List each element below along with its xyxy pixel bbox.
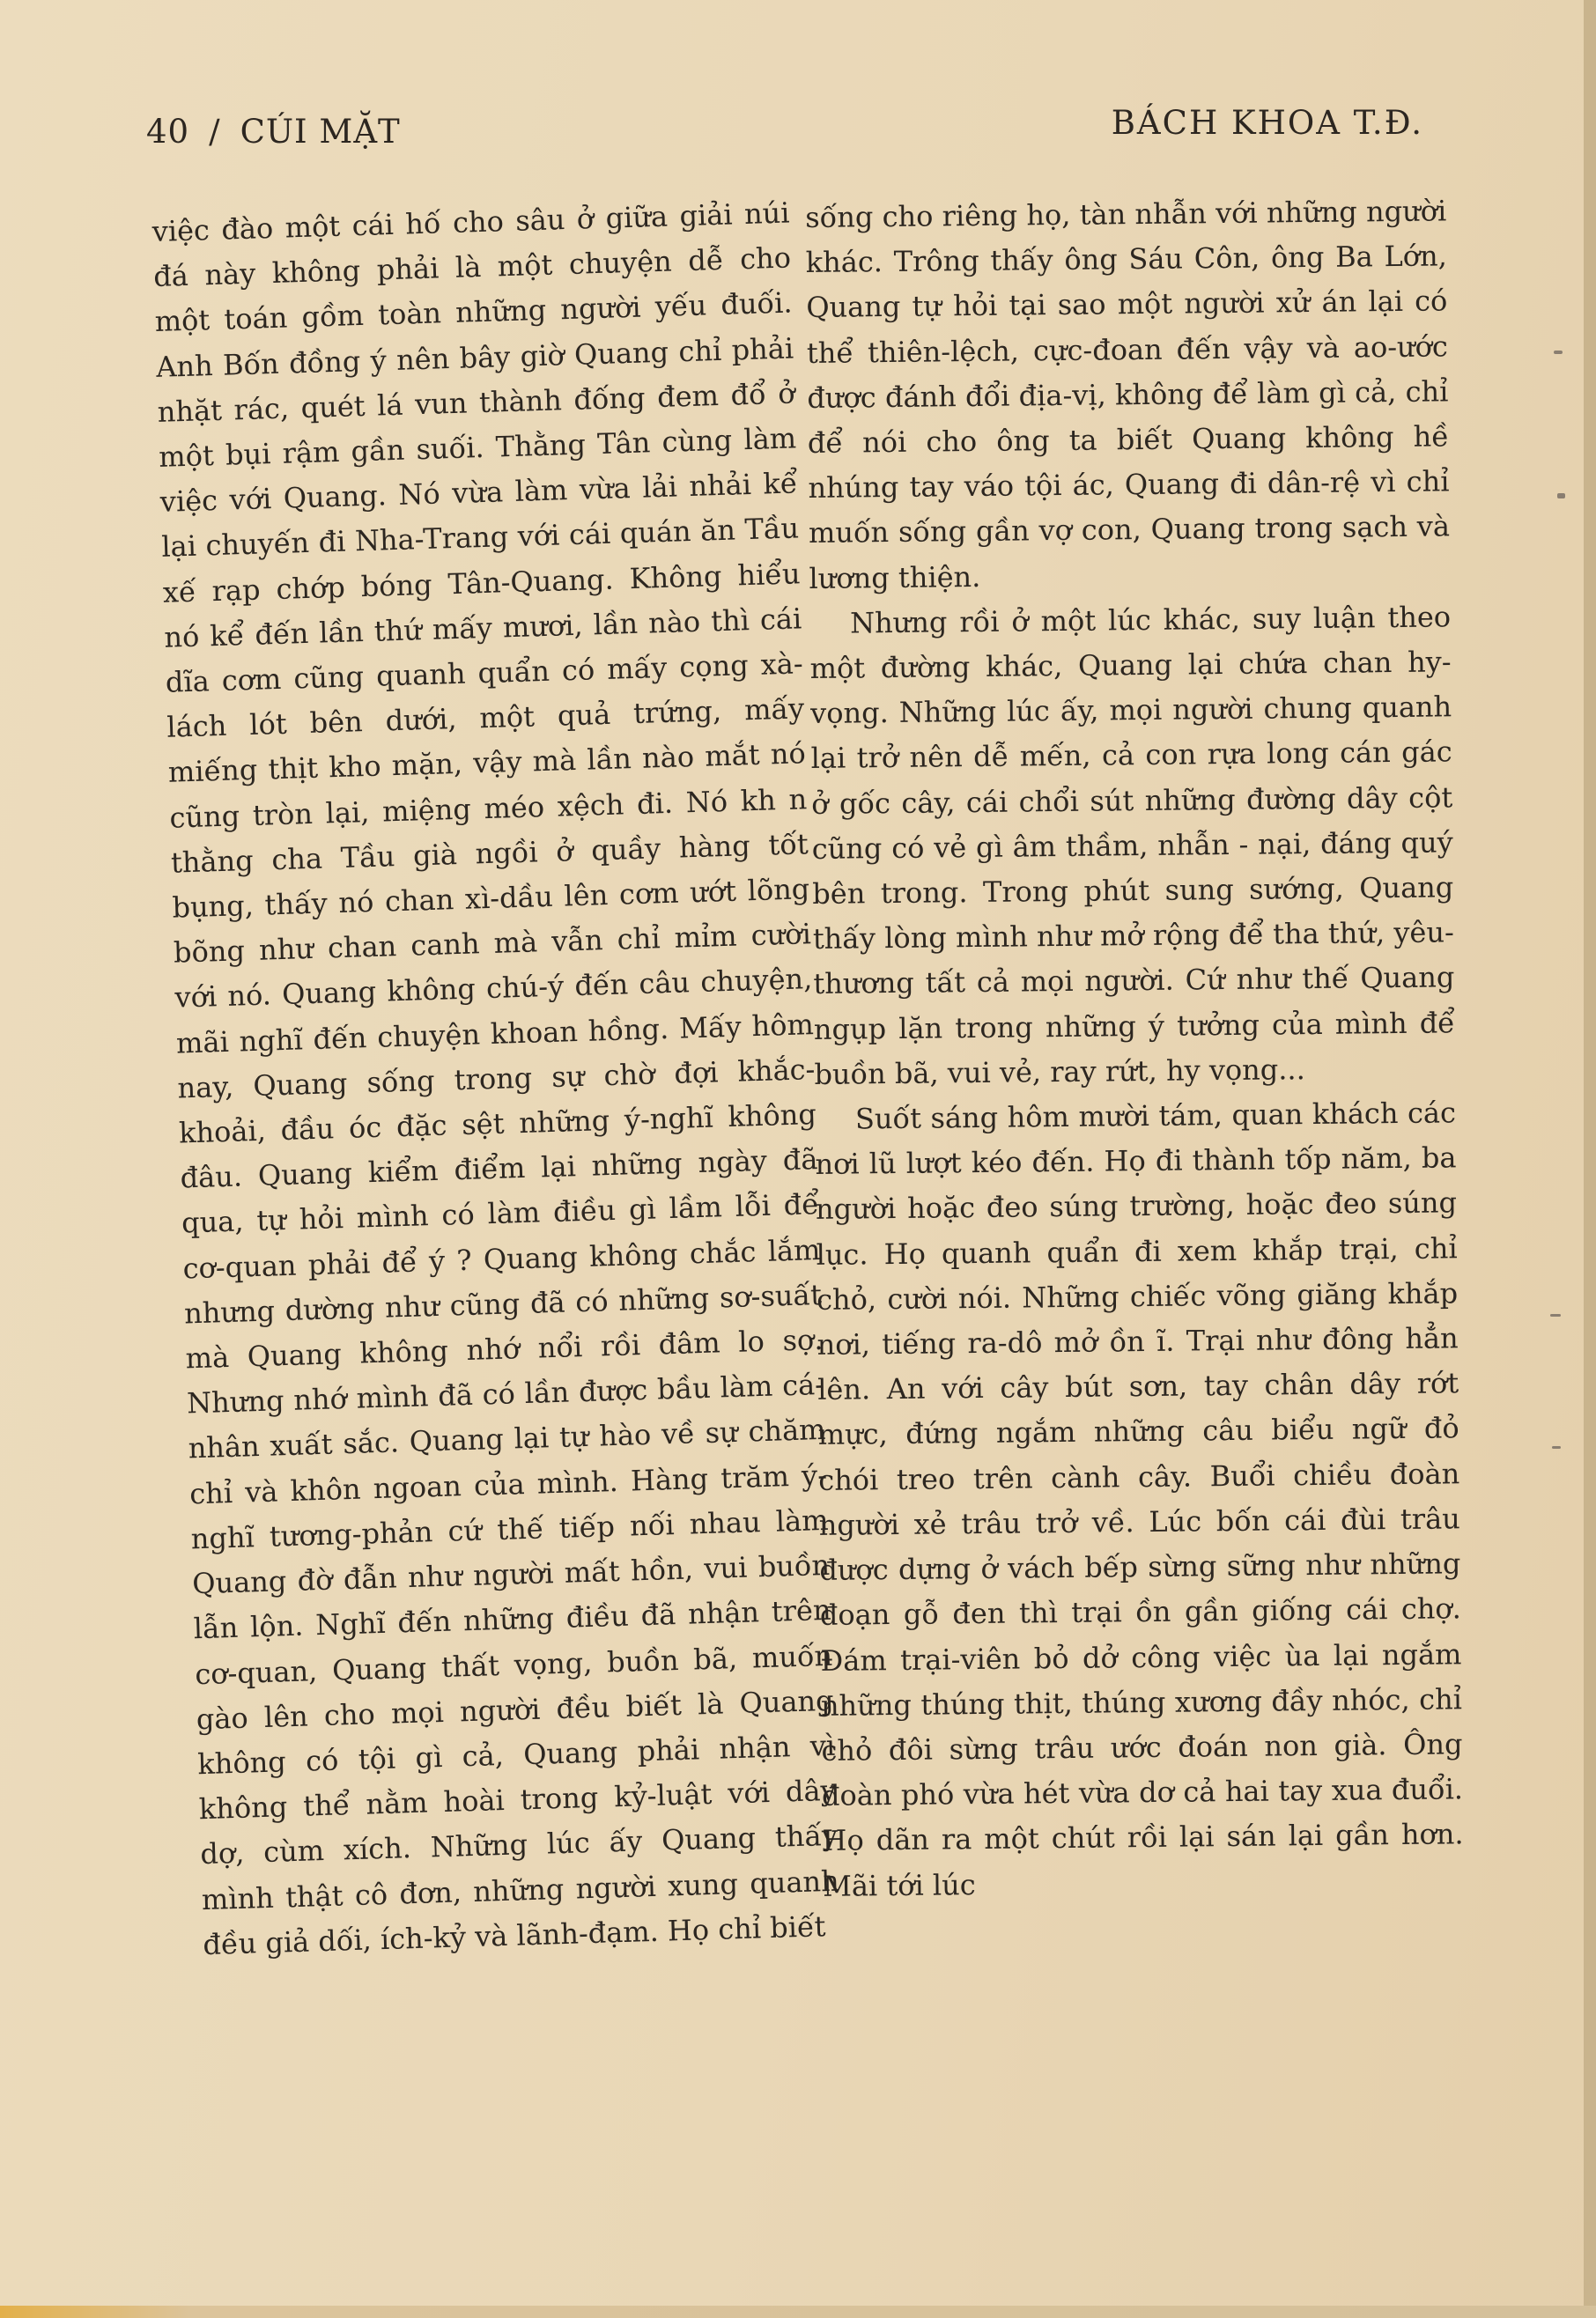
margin-speck (1552, 1446, 1561, 1449)
margin-speck (1554, 351, 1563, 354)
header-separator: / (209, 113, 221, 151)
right-paragraph-2: Nhưng rồi ở một lúc khác, suy luận theo một đường khác, Quang lại chứa chan hy-vọng. Những lúc ấy, mọi người chung quanh lại trở nên dễ mến, cả con rựa long cán gác ở gốc cây, cái chổi sút những đường dây cột cũng có vẻ gì âm thầm, nhẫn - nại, đáng quý bên trong. Trong phút sung sướng, Quang thấy lòng mình như mở rộng để tha thứ, yêu-thương tất cả mọi người. Cứ như thế Quang ngụp lặn trong những ý tưởng của mình để buồn bã, vui vẻ, ray rứt, hy vọng... (809, 600, 1456, 1091)
right-text-column (805, 188, 1464, 1908)
running-header (146, 104, 1423, 169)
right-paragraph-3: Suốt sáng hôm mười tám, quan khách các nơi lũ lượt kéo đến. Họ đi thành tốp năm, ba người hoặc đeo súng trường, hoặc đeo súng lục. Họ quanh quẩn đi xem khắp trại, chỉ chỏ, cười nói. Những chiếc võng giăng khắp nơi, tiếng ra-dô mở ồn ĩ. Trại như đông hẳn lên. An với cây bút sơn, tay chân dây rớt mực, đứng ngắm những câu biểu ngữ đỏ chói treo trên cành cây. Buổi chiều đoàn người xẻ trâu trở về. Lúc bốn cái đùi trâu được dựng ở vách bếp sừng sững như những đoạn gỗ đen thì trại ồn gần giống cái chợ. Đám trại-viên bỏ dở công việc ùa lại ngắm những thúng thịt, thúng xương đầy nhóc, chỉ chỏ đôi sừng trâu ước đoán non già. Ông đoàn phó vừa hét vừa dơ cả hai tay xua đuổi. Họ dãn ra một chút rồi lại sán lại gần hơn. Mãi tới lúc (815, 1096, 1464, 1903)
left-paragraph-1: việc đào một cái hố cho sâu ở giữa giải núi đá này không phải là một chuyện dễ cho một toán gồm toàn những người yếu đuối. Anh Bốn đồng ý nên bây giờ Quang chỉ phải nhặt rác, quét lá vun thành đống đem đổ ở một bụi rậm gần suối. Thằng Tân cùng làm việc với Quang. Nó vừa làm vừa lải nhải kể lại chuyến đi Nha-Trang với cái quán ăn Tầu xế rạp chớp bóng Tân-Quang. Không hiểu nó kể đến lần thứ mấy mươi, lần nào thì cái dĩa cơm cũng quanh quẩn có mấy cọng xà-lách lót bên dưới, một quả trứng, mấy miếng thịt kho mặn, vậy mà lần nào mắt nó cũng tròn lại, miệng méo xệch đi. Nó kh n thằng cha Tầu già ngồi ở quầy hàng tốt bụng, thấy nó chan xì-dầu lên cơm ướt lõng bõng như chan canh mà vẫn chỉ mỉm cười với nó. Quang không chú-ý đến câu chuyện, mãi nghĩ đến chuyện khoan hồng. Mấy hôm nay, Quang sống trong sự chờ đợi khắc-khoải, đầu óc đặc sệt những ý-nghĩ không đâu. Quang kiểm điểm lại những ngày đã qua, tự hỏi mình có làm điều gì lầm lỗi để cơ-quan phải để ý ? Quang không chắc lắm nhưng dường như cũng đã có những sơ-suất mà Quang không nhớ nổi rồi đâm lo sợ. Nhưng nhớ mình đã có lần được bầu làm cá-nhân xuất sắc. Quang lại tự hào về sự chăm chỉ và khôn ngoan của mình. Hàng trăm ý-nghĩ tương-phản cứ thế tiếp nối nhau làm Quang đờ đẫn như người mất hồn, vui buồn lẫn lộn. Nghĩ đến những điều đã nhận trên cơ-quan, Quang thất vọng, buồn bã, muốn gào lên cho mọi người đều biết là Quang không có tội gì cả, Quang phải nhận vì không thể nằm hoài trong kỷ-luật với dây dợ, cùm xích. Những lúc ấy Quang thấy mình thật cô đơn, những người xung quanh đều giả dối, ích-kỷ và lãnh-đạm. Họ chỉ biết (151, 196, 840, 1961)
margin-speck (1550, 1314, 1561, 1317)
publication-title: BÁCH KHOA T.Đ. (1111, 104, 1423, 142)
header-left (146, 113, 401, 151)
chapter-title: CÚI MẶT (240, 113, 401, 151)
page-edge-right (1584, 0, 1596, 2318)
right-paragraph-1: sống cho riêng họ, tàn nhẫn với những người khác. Trông thấy ông Sáu Côn, ông Ba Lớn, Quang tự hỏi tại sao một người xử án lại có thể thiên-lệch, cực-đoan đến vậy và ao-ước được đánh đổi địa-vị, không để làm gì cả, chỉ để nói cho ông ta biết Quang không hề nhúng tay váo tội ác, Quang đi dân-rệ vì chỉ muốn sống gần vợ con, Quang trong sạch và lương thiện. (805, 194, 1451, 595)
margin-speck (1557, 493, 1565, 498)
page-number: 40 (146, 113, 190, 151)
page-edge-bottom (0, 2306, 1596, 2318)
left-text-column (151, 191, 841, 1968)
